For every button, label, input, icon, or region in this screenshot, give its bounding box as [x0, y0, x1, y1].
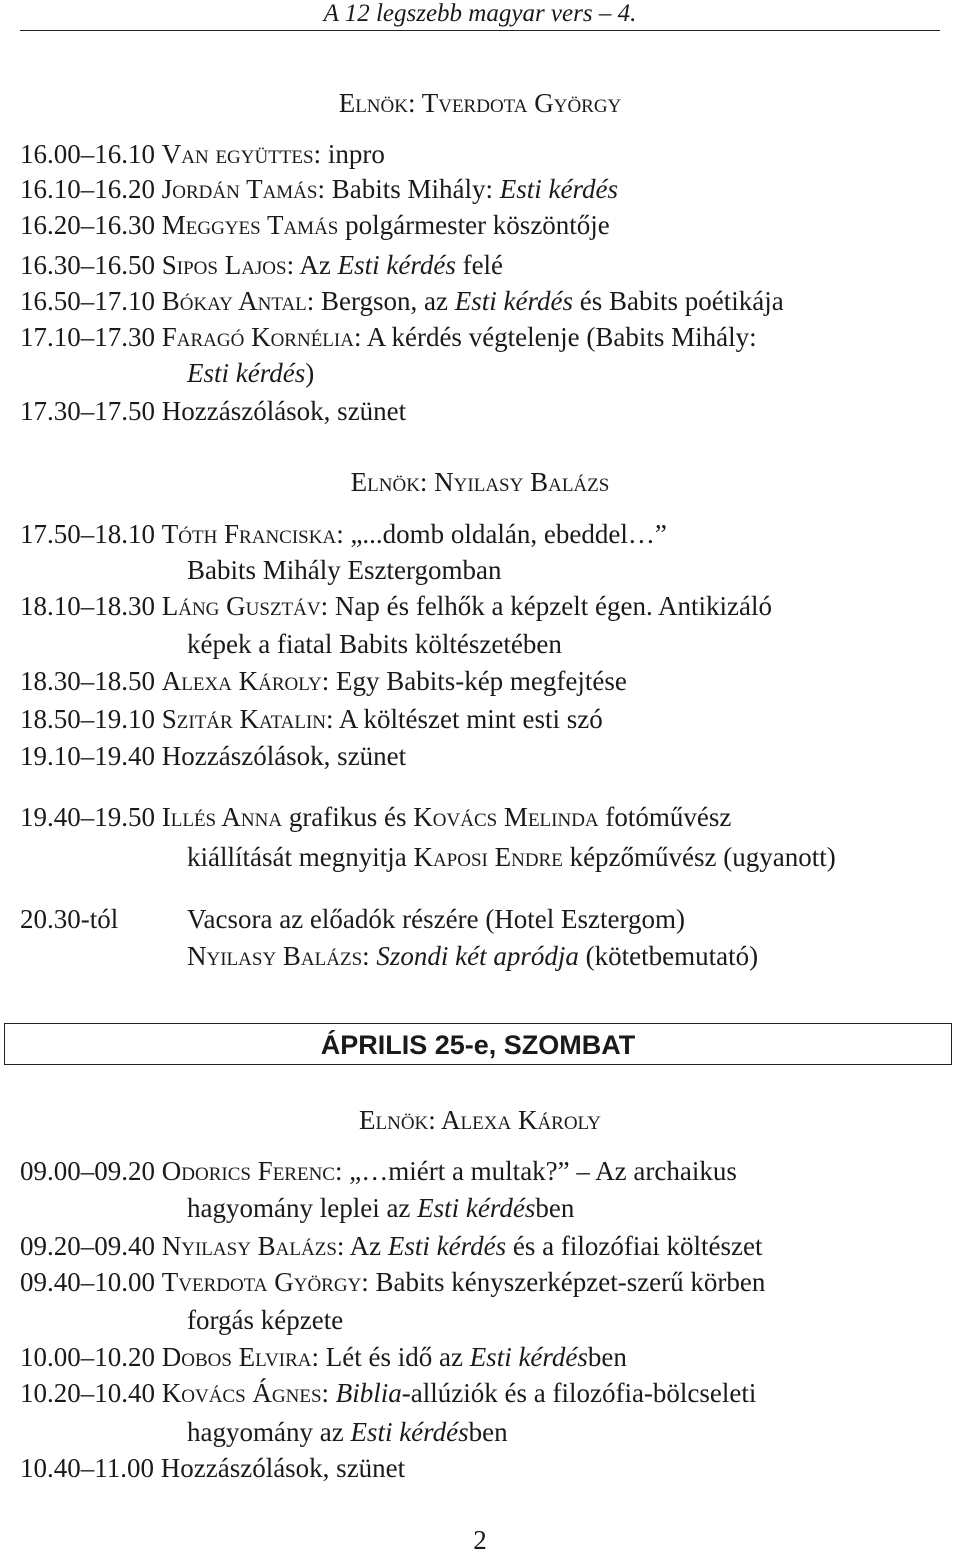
- program-line: 18.50–19.10 Szitár Katalin: A költészet mint esti szó: [20, 704, 603, 734]
- program-line: 18.30–18.50 Alexa Károly: Egy Babits-kép megfejtése: [20, 666, 627, 696]
- program-line: 09.20–09.40 Nyilasy Balázs: Az Esti kérdés és a filozófiai költészet: [20, 1231, 763, 1261]
- speaker-name: Nyilasy Balázs: [161, 1231, 337, 1261]
- program-line-continuation: Babits Mihály Esztergomban: [187, 555, 502, 585]
- program-line: 16.50–17.10 Bókay Antal: Bergson, az Esti kérdés és Babits poétikája: [20, 286, 784, 316]
- speaker-name: Bókay Antal: [161, 286, 307, 316]
- speaker-name: Van együttes: [161, 139, 314, 169]
- program-line: 09.40–10.00 Tverdota György: Babits kényszerképzet-szerű körben: [20, 1267, 766, 1297]
- speaker-name: Sipos Lajos: [161, 250, 287, 280]
- program-line: 16.30–16.50 Sipos Lajos: Az Esti kérdés felé: [20, 250, 504, 280]
- speaker-name: Láng Gusztáv: [161, 591, 321, 621]
- program-line: 18.10–18.30 Láng Gusztáv: Nap és felhők a képzelt égen. Antikizáló: [20, 591, 772, 621]
- header-title: A 12 legszebb magyar vers – 4.: [323, 0, 637, 27]
- program-line: 10.20–10.40 Kovács Ágnes: Biblia-allúziók és a filozófia-bölcseleti: [20, 1378, 757, 1408]
- artist-name: Illés Anna: [161, 802, 283, 832]
- program-line: 16.20–16.30 Meggyes Tamás polgármester köszöntője: [20, 210, 610, 240]
- dinner-time: 20.30-tól: [20, 904, 119, 934]
- program-line: 16.10–16.20 Jordán Tamás: Babits Mihály: Esti kérdés: [20, 174, 618, 204]
- program-line-continuation: forgás képzete: [187, 1305, 344, 1335]
- chair-heading-3: Elnök: Alexa Károly: [359, 1105, 601, 1135]
- author-name: Nyilasy Balázs: [187, 941, 363, 971]
- program-line-continuation: hagyomány az Esti kérdésben: [187, 1417, 508, 1447]
- speaker-name: Dobos Elvira: [161, 1342, 312, 1372]
- speaker-name: Jordán Tamás: [161, 174, 318, 204]
- day-heading: ÁPRILIS 25-e, SZOMBAT: [320, 1030, 636, 1060]
- program-line-continuation: Esti kérdés): [187, 358, 315, 388]
- speaker-name: Kovács Ágnes: [161, 1378, 322, 1408]
- program-line: 10.00–10.20 Dobos Elvira: Lét és idő az Esti kérdésben: [20, 1342, 627, 1372]
- running-header: [20, 0, 940, 31]
- chair-heading-2: Elnök: Nyilasy Balázs: [350, 467, 610, 497]
- dinner-line: Vacsora az előadók részére (Hotel Esztergom): [187, 904, 686, 934]
- chair-heading-1: Elnök: Tverdota György: [338, 88, 622, 118]
- exhibition-line: 19.40–19.50 Illés Anna grafikus és Kovács Melinda fotóművész: [20, 802, 732, 832]
- speaker-name: Odorics Ferenc: [161, 1156, 335, 1186]
- exhibition-line-continuation: kiállítását megnyitja Kaposi Endre képzőművész (ugyanott): [187, 842, 836, 872]
- day-heading-box: [4, 1023, 952, 1065]
- artist-name: Kovács Melinda: [413, 802, 599, 832]
- speaker-name: Meggyes Tamás: [161, 210, 339, 240]
- speaker-name: Faragó Kornélia: [161, 322, 354, 352]
- opener-name: Kaposi Endre: [413, 842, 563, 872]
- program-line: 19.10–19.40 Hozzászólások, szünet: [20, 741, 407, 771]
- program-line: 10.40–11.00 Hozzászólások, szünet: [20, 1453, 406, 1483]
- program-line-continuation: hagyomány leplei az Esti kérdésben: [187, 1193, 575, 1223]
- speaker-name: Tverdota György: [161, 1267, 362, 1297]
- speaker-name: Tóth Franciska: [161, 519, 337, 549]
- program-line: 09.00–09.20 Odorics Ferenc: „…miért a multak?” – Az archaikus: [20, 1156, 737, 1186]
- program-line-continuation: képek a fiatal Babits költészetében: [187, 629, 562, 659]
- book-launch-line: Nyilasy Balázs: Szondi két apródja (kötetbemutató): [187, 941, 759, 971]
- speaker-name: Alexa Károly: [161, 666, 322, 696]
- speaker-name: Szitár Katalin: [161, 704, 327, 734]
- program-line: 17.10–17.30 Faragó Kornélia: A kérdés végtelenje (Babits Mihály:: [20, 322, 757, 352]
- program-line: 17.50–18.10 Tóth Franciska: „...domb oldalán, ebeddel…”: [20, 519, 667, 549]
- page-number: 2: [473, 1525, 487, 1555]
- program-line: 16.00–16.10 Van együttes: inpro: [20, 139, 385, 169]
- program-line: 17.30–17.50 Hozzászólások, szünet: [20, 396, 407, 426]
